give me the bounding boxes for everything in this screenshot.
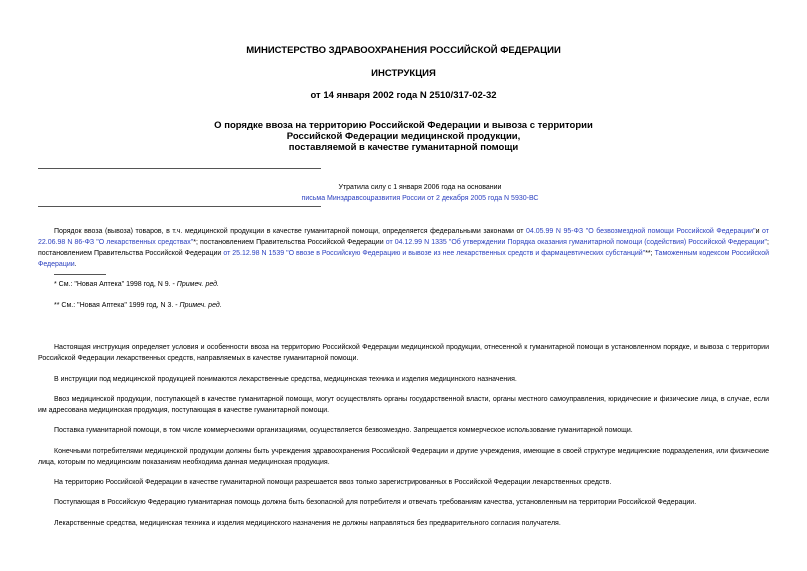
body-paragraph: Ввоз медицинской продукции, поступающей в качестве гуманитарной помощи, могут осуществлять органы государственной власти, органы местного самоуправления, юридические и физические лица, в случае, если им адресована медицинская продукция, поступающая в качестве гуманитарной помощи. — [38, 396, 769, 414]
footnote-1-text: * См.: "Новая Аптека" 1998 год, N 9. - — [54, 281, 177, 288]
top-divider — [38, 168, 321, 169]
customs-code-link[interactable]: Таможенным кодексом Российской Федерации — [38, 250, 770, 268]
intro-text-4: ; постановлением Правительства Российской Федерации — [38, 239, 769, 257]
footnote-1-note: Примеч. ред. — [176, 281, 219, 288]
footnote-1 — [54, 281, 219, 288]
body-paragraph: Поставка гуманитарной помощи, в том числе коммерческими организациями, осуществляется безвозмездно. Запрещается коммерческое использование гуманитарной помощи. — [54, 427, 633, 434]
bottom-divider — [38, 206, 321, 207]
footnote-divider — [54, 274, 106, 275]
intro-paragraph — [38, 226, 769, 270]
decree-1539-link[interactable]: от 25.12.98 N 1539 "О ввозе в Российскую Федерацию и вывозе из нее лекарственных средств и фармацевтических субстанций" — [223, 250, 646, 257]
footnote-2 — [54, 302, 222, 309]
intro-text-6: . — [74, 261, 77, 268]
intro-text-5: **; — [645, 250, 655, 257]
status-text: Утратила силу с 1 января 2006 года на основании — [338, 184, 502, 191]
body-paragraph: Конечными потребителями медицинской продукции должны быть учреждения здравоохранения Российской Федерации и другие учреждения, имеющие в своей структуре медицинские подразделения, или физические лица, которым по медицинским показаниям необходима данная медицинская продукция. — [38, 448, 769, 466]
subject-line-2: Российской Федерации медицинской продукции, — [286, 131, 521, 142]
intro-text-2: и — [755, 228, 763, 235]
document-subject — [0, 120, 807, 153]
decree-1335-link[interactable]: от 04.12.99 N 1335 "Об утверждении Порядка оказания гуманитарной помощи (содействия) Российской Федерации" — [385, 239, 768, 246]
law-95-fz-link[interactable]: 04.05.99 N 95-ФЗ "О безвозмездной помощи Российской Федерации" — [526, 228, 756, 235]
document-date-number: от 14 января 2002 года N 2510/317-02-32 — [310, 90, 497, 101]
status-note — [260, 182, 580, 204]
document-type-heading: ИНСТРУКЦИЯ — [371, 68, 436, 79]
body-paragraph: На территорию Российской Федерации в качестве гуманитарной помощи разрешается ввоз только зарегистрированных в Российской Федерации лекарственных средств. — [54, 479, 612, 486]
subject-line-3: поставляемой в качестве гуманитарной помощи — [288, 142, 519, 153]
intro-text-3: *; постановлением Правительства Российской Федерации — [193, 239, 386, 246]
ministry-heading: МИНИСТЕРСТВО ЗДРАВООХРАНЕНИЯ РОССИЙСКОЙ ФЕДЕРАЦИИ — [246, 45, 561, 56]
status-link[interactable]: письма Минздравсоцразвития России от 2 декабря 2005 года N 5930-ВС — [301, 195, 539, 202]
footnote-2-text: ** См.: "Новая Аптека" 1999 год, N 3. - — [54, 302, 180, 309]
body-paragraph: Лекарственные средства, медицинская техника и изделия медицинского назначения не должны направляться без предварительного согласия получателя. — [54, 520, 561, 527]
body-paragraph: Настоящая инструкция определяет условия и особенности ввоза на территорию Российской Федерации медицинской продукции, отнесенной к гуманитарной помощи в установленном порядке, и вывоза с территории Российской Федерации лекарственных средств, направляемых в качестве гуманитарной помощи. — [38, 344, 769, 362]
body-paragraph: В инструкции под медицинской продукцией понимаются лекарственные средства, медицинская техника и изделия медицинского назначения. — [54, 376, 517, 383]
body-paragraph: Поступающая в Российскую Федерацию гуманитарная помощь должна быть безопасной для потребителя и отвечать требованиям качества, установленным на территории Российской Федерации. — [54, 499, 697, 506]
law-86-fz-link[interactable]: от 22.06.98 N 86-ФЗ "О лекарственных средствах" — [38, 228, 769, 246]
footnote-2-note: Примеч. ред. — [179, 302, 222, 309]
intro-text-1: Порядок ввоза (вывоза) товаров, в т.ч. медицинской продукции в качестве гуманитарной помощи, определяется федеральными законами от — [54, 228, 527, 235]
subject-line-1: О порядке ввоза на территорию Российской Федерации и вывоза с территории — [214, 120, 593, 131]
